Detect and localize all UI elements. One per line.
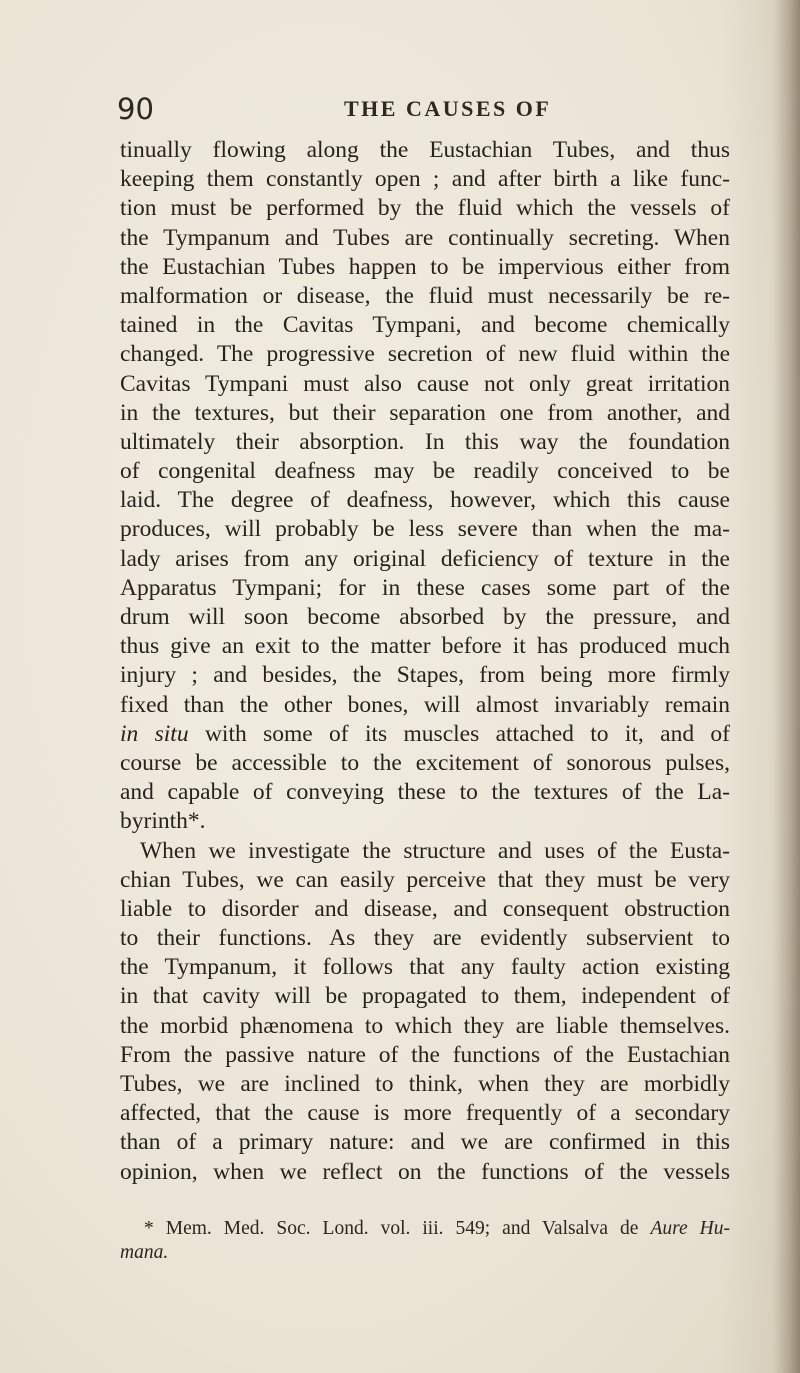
text-line: in situ with some of its muscles attached to it, and of [120,720,731,747]
page-header [117,92,637,132]
text-line: byrinth*. [120,808,206,835]
text-line: of congenital deafness may be readily conceived to be [120,458,730,485]
text-line: the Tympanum, it follows that any faulty action existing [120,954,730,981]
text-line: fixed than the other bones, will almost invariably remain [120,691,730,718]
text-line: tion must be performed by the fluid which the vessels of [120,195,730,222]
text-line: injury ; and besides, the Stapes, from being more firmly [120,662,730,689]
text-line: in the textures, but their separation one from another, and [120,399,730,426]
footnote-line: * Mem. Med. Soc. Lond. vol. iii. 549; and Valsalva de Aure Hu- [144,1218,730,1239]
text-line: affected, that the cause is more frequently of a secondary [120,1100,730,1127]
text-line: changed. The progressive secretion of new fluid within the [120,341,730,368]
text-line: in that cavity will be propagated to them, independent of [120,983,730,1010]
text-line: opinion, when we reflect on the functions of the vessels [120,1158,730,1185]
text-line: the Eustachian Tubes happen to be impervious either from [120,253,730,280]
text-line: keeping them constantly open ; and after birth a like func- [120,166,730,193]
footnote-line: mana. [120,1242,169,1263]
page-edge-shadow [772,0,800,1373]
text-line: than of a primary nature: and we are confirmed in this [120,1129,730,1156]
text-line: chian Tubes, we can easily perceive that they must be very [120,866,730,893]
text-line: the morbid phænomena to which they are liable themselves. [120,1012,730,1039]
text-line: to their functions. As they are evidently subservient to [120,925,730,952]
text-line: produces, will probably be less severe than when the ma- [120,516,730,543]
footnote [120,1217,730,1265]
text-line: Tubes, we are inclined to think, when they are morbidly [120,1071,730,1097]
text-line: tinually flowing along the Eustachian Tubes, and thus [120,137,730,163]
text-line: course be accessible to the excitement of sonorous pulses, [120,749,730,776]
text-line: ultimately their absorption. In this way the foundation [120,428,730,455]
text-line: tained in the Cavitas Tympani, and become chemically [120,312,730,339]
text-line: lady arises from any original deficiency of texture in the [120,545,730,572]
text-line: When we investigate the structure and uses of the Eusta- [140,837,730,864]
text-line: drum will soon become absorbed by the pressure, and [120,604,730,630]
text-line: liable to disorder and disease, and consequent obstruction [120,895,730,922]
running-head: THE CAUSES OF [344,96,552,121]
page-number: 90 [117,92,154,126]
text-line: Cavitas Tympani must also cause not only great irritation [120,370,730,397]
text-line: malformation or disease, the fluid must necessarily be re- [120,282,730,309]
text-line: From the passive nature of the functions of the Eustachian [120,1041,730,1068]
text-line: and capable of conveying these to the textures of the La- [120,779,730,806]
text-line: Apparatus Tympani; for in these cases some part of the [120,574,730,601]
body-text [120,136,730,1187]
text-line: laid. The degree of deafness, however, which this cause [120,487,730,514]
text-line: the Tympanum and Tubes are continually secreting. When [120,224,730,251]
text-line: thus give an exit to the matter before it has produced much [120,633,730,660]
